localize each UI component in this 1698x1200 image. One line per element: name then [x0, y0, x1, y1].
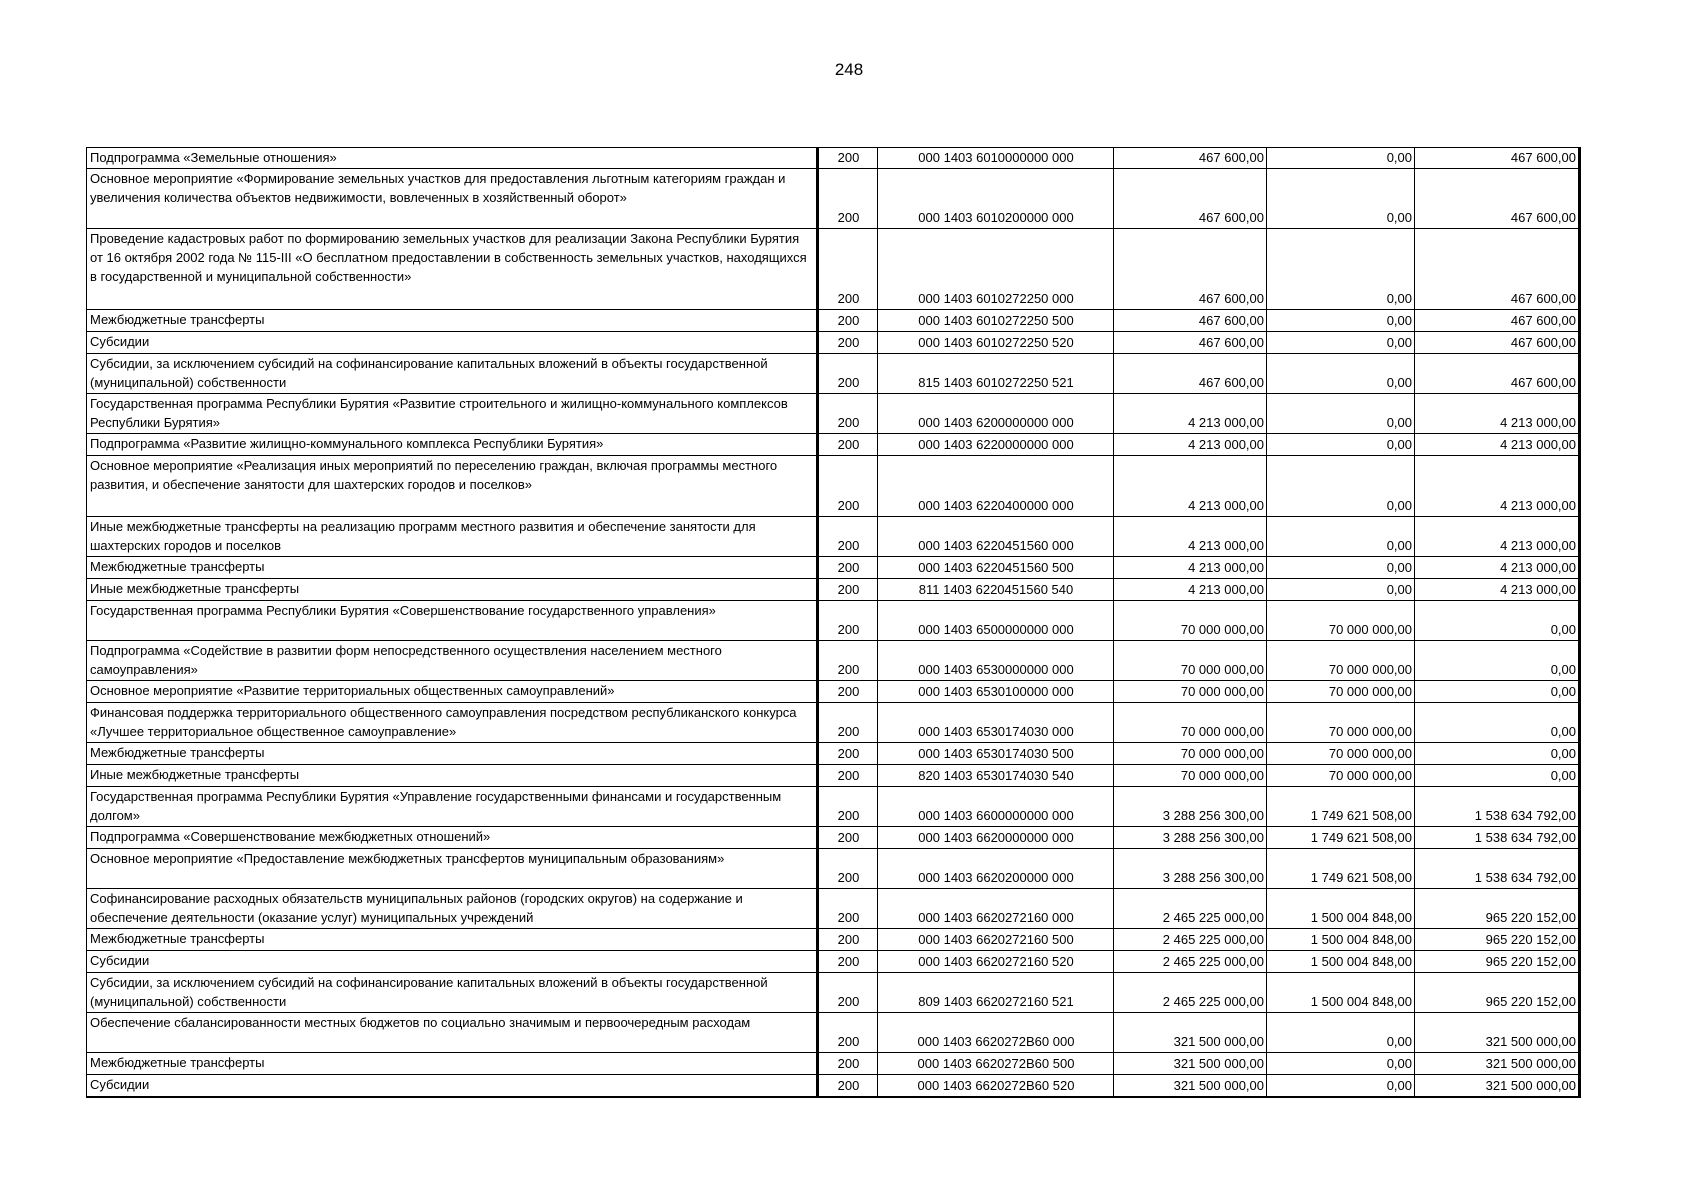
row-description: Субсидии [87, 1075, 818, 1097]
row-description: Основное мероприятие «Реализация иных мероприятий по переселению граждан, включая программы местного развития, и обеспечение занятости для шахтерских городов и поселков» [87, 456, 818, 517]
row-description: Иные межбюджетные трансферты на реализацию программ местного развития и обеспечение занятости для шахтерских городов и поселков [87, 517, 818, 557]
row-amount-3: 467 600,00 [1415, 354, 1580, 394]
row-amount-total: 467 600,00 [1114, 229, 1267, 310]
row-amount-2: 0,00 [1267, 434, 1415, 456]
row-description: Основное мероприятие «Предоставление межбюджетных трансфертов муниципальным образованиям» [87, 849, 818, 889]
row-description: Подпрограмма «Земельные отношения» [87, 148, 818, 169]
row-amount-3: 4 213 000,00 [1415, 434, 1580, 456]
row-description: Межбюджетные трансферты [87, 743, 818, 765]
row-line-code: 200 [818, 681, 878, 703]
row-description: Межбюджетные трансферты [87, 929, 818, 951]
row-description: Подпрограмма «Совершенствование межбюджетных отношений» [87, 827, 818, 849]
row-amount-2: 0,00 [1267, 229, 1415, 310]
row-classification-code: 000 1403 6620272160 000 [878, 889, 1114, 929]
row-classification-code: 000 1403 6530100000 000 [878, 681, 1114, 703]
row-amount-total: 467 600,00 [1114, 354, 1267, 394]
row-amount-2: 0,00 [1267, 1013, 1415, 1053]
row-amount-3: 467 600,00 [1415, 310, 1580, 332]
table-row [87, 148, 1580, 169]
row-amount-2: 0,00 [1267, 557, 1415, 579]
row-amount-3: 467 600,00 [1415, 332, 1580, 354]
row-description: Софинансирование расходных обязательств муниципальных районов (городских округов) на содержание и обеспечение деятельности (оказание услуг) муниципальных учреждений [87, 889, 818, 929]
row-classification-code: 000 1403 6620272160 500 [878, 929, 1114, 951]
table-row [87, 456, 1580, 517]
row-line-code: 200 [818, 849, 878, 889]
row-line-code: 200 [818, 743, 878, 765]
table-row [87, 1053, 1580, 1075]
row-amount-3: 965 220 152,00 [1415, 973, 1580, 1013]
row-amount-2: 70 000 000,00 [1267, 743, 1415, 765]
row-line-code: 200 [818, 765, 878, 787]
row-amount-total: 70 000 000,00 [1114, 681, 1267, 703]
row-amount-3: 965 220 152,00 [1415, 929, 1580, 951]
row-amount-2: 70 000 000,00 [1267, 681, 1415, 703]
row-description: Межбюджетные трансферты [87, 310, 818, 332]
row-line-code: 200 [818, 354, 878, 394]
row-amount-total: 467 600,00 [1114, 169, 1267, 229]
row-line-code: 200 [818, 332, 878, 354]
row-line-code: 200 [818, 889, 878, 929]
row-description: Государственная программа Республики Бурятия «Совершенствование государственного управления» [87, 601, 818, 641]
row-amount-3: 467 600,00 [1415, 148, 1580, 169]
row-line-code: 200 [818, 601, 878, 641]
row-classification-code: 000 1403 6620000000 000 [878, 827, 1114, 849]
row-line-code: 200 [818, 456, 878, 517]
row-line-code: 200 [818, 973, 878, 1013]
row-classification-code: 815 1403 6010272250 521 [878, 354, 1114, 394]
row-amount-total: 4 213 000,00 [1114, 557, 1267, 579]
row-line-code: 200 [818, 394, 878, 434]
table-row [87, 579, 1580, 601]
row-amount-2: 1 500 004 848,00 [1267, 973, 1415, 1013]
row-line-code: 200 [818, 434, 878, 456]
table-row [87, 601, 1580, 641]
page-number: 248 [834, 60, 864, 79]
row-classification-code: 000 1403 6620272160 520 [878, 951, 1114, 973]
row-line-code: 200 [818, 517, 878, 557]
row-classification-code: 000 1403 6220000000 000 [878, 434, 1114, 456]
table-row [87, 703, 1580, 743]
row-description: Проведение кадастровых работ по формированию земельных участков для реализации Закона Республики Бурятия от 16 октября 2002 года № 115-III «О бесплатном предоставлении в собственность земельных участков, находящихся в государственной и муниципальной собственности» [87, 229, 818, 310]
row-amount-total: 3 288 256 300,00 [1114, 849, 1267, 889]
row-line-code: 200 [818, 579, 878, 601]
row-amount-3: 467 600,00 [1415, 169, 1580, 229]
row-amount-total: 70 000 000,00 [1114, 743, 1267, 765]
row-line-code: 200 [818, 310, 878, 332]
row-line-code: 200 [818, 1013, 878, 1053]
row-amount-3: 4 213 000,00 [1415, 394, 1580, 434]
table-row [87, 169, 1580, 229]
row-description: Иные межбюджетные трансферты [87, 765, 818, 787]
row-description: Подпрограмма «Развитие жилищно-коммунального комплекса Республики Бурятия» [87, 434, 818, 456]
row-amount-total: 4 213 000,00 [1114, 434, 1267, 456]
row-description: Государственная программа Республики Бурятия «Управление государственными финансами и государственным долгом» [87, 787, 818, 827]
row-amount-3: 4 213 000,00 [1415, 456, 1580, 517]
row-amount-3: 0,00 [1415, 681, 1580, 703]
row-classification-code: 000 1403 6010272250 000 [878, 229, 1114, 310]
table-row [87, 743, 1580, 765]
row-amount-total: 70 000 000,00 [1114, 601, 1267, 641]
table-row [87, 310, 1580, 332]
row-amount-3: 4 213 000,00 [1415, 517, 1580, 557]
row-amount-3: 0,00 [1415, 703, 1580, 743]
row-amount-total: 4 213 000,00 [1114, 579, 1267, 601]
row-line-code: 200 [818, 641, 878, 681]
row-amount-3: 467 600,00 [1415, 229, 1580, 310]
row-amount-total: 2 465 225 000,00 [1114, 951, 1267, 973]
row-classification-code: 000 1403 6220451560 000 [878, 517, 1114, 557]
row-amount-total: 70 000 000,00 [1114, 765, 1267, 787]
row-classification-code: 000 1403 6010272250 500 [878, 310, 1114, 332]
row-description: Подпрограмма «Содействие в развитии форм непосредственного осуществления населением местного самоуправления» [87, 641, 818, 681]
row-classification-code: 000 1403 6620272В60 520 [878, 1075, 1114, 1097]
row-classification-code: 000 1403 6220451560 500 [878, 557, 1114, 579]
row-amount-2: 0,00 [1267, 579, 1415, 601]
budget-table [86, 147, 1581, 1098]
row-classification-code: 000 1403 6220400000 000 [878, 456, 1114, 517]
row-classification-code: 000 1403 6010272250 520 [878, 332, 1114, 354]
table-row [87, 787, 1580, 827]
table-row [87, 827, 1580, 849]
row-line-code: 200 [818, 929, 878, 951]
table-row [87, 951, 1580, 973]
table-row [87, 889, 1580, 929]
row-amount-3: 965 220 152,00 [1415, 889, 1580, 929]
row-classification-code: 000 1403 6620272В60 500 [878, 1053, 1114, 1075]
row-amount-total: 4 213 000,00 [1114, 517, 1267, 557]
row-description: Субсидии [87, 951, 818, 973]
row-line-code: 200 [818, 827, 878, 849]
row-classification-code: 000 1403 6620272В60 000 [878, 1013, 1114, 1053]
table-row [87, 849, 1580, 889]
row-amount-2: 1 500 004 848,00 [1267, 929, 1415, 951]
row-amount-2: 0,00 [1267, 1053, 1415, 1075]
row-line-code: 200 [818, 169, 878, 229]
row-description: Иные межбюджетные трансферты [87, 579, 818, 601]
row-amount-2: 1 749 621 508,00 [1267, 849, 1415, 889]
table-row [87, 229, 1580, 310]
row-line-code: 200 [818, 1053, 878, 1075]
row-amount-2: 0,00 [1267, 148, 1415, 169]
row-amount-2: 0,00 [1267, 394, 1415, 434]
row-line-code: 200 [818, 951, 878, 973]
row-amount-total: 70 000 000,00 [1114, 703, 1267, 743]
row-amount-3: 0,00 [1415, 641, 1580, 681]
row-line-code: 200 [818, 557, 878, 579]
row-amount-total: 2 465 225 000,00 [1114, 973, 1267, 1013]
row-amount-total: 3 288 256 300,00 [1114, 827, 1267, 849]
table-row [87, 434, 1580, 456]
row-classification-code: 000 1403 6200000000 000 [878, 394, 1114, 434]
row-description: Субсидии [87, 332, 818, 354]
row-amount-total: 4 213 000,00 [1114, 394, 1267, 434]
row-amount-total: 467 600,00 [1114, 148, 1267, 169]
row-amount-total: 467 600,00 [1114, 310, 1267, 332]
row-description: Межбюджетные трансферты [87, 557, 818, 579]
table-row [87, 557, 1580, 579]
row-amount-3: 321 500 000,00 [1415, 1053, 1580, 1075]
row-amount-2: 0,00 [1267, 1075, 1415, 1097]
row-classification-code: 000 1403 6010000000 000 [878, 148, 1114, 169]
row-classification-code: 000 1403 6530174030 500 [878, 743, 1114, 765]
row-amount-total: 321 500 000,00 [1114, 1053, 1267, 1075]
row-description: Субсидии, за исключением субсидий на софинансирование капитальных вложений в объекты государственной (муниципальной) собственности [87, 973, 818, 1013]
table-row [87, 394, 1580, 434]
row-line-code: 200 [818, 229, 878, 310]
row-amount-3: 1 538 634 792,00 [1415, 787, 1580, 827]
budget-table-body [87, 148, 1580, 1097]
row-amount-3: 1 538 634 792,00 [1415, 827, 1580, 849]
row-description: Межбюджетные трансферты [87, 1053, 818, 1075]
row-classification-code: 820 1403 6530174030 540 [878, 765, 1114, 787]
row-amount-2: 70 000 000,00 [1267, 641, 1415, 681]
row-amount-2: 1 500 004 848,00 [1267, 951, 1415, 973]
row-amount-2: 0,00 [1267, 517, 1415, 557]
row-amount-total: 2 465 225 000,00 [1114, 889, 1267, 929]
row-amount-2: 70 000 000,00 [1267, 765, 1415, 787]
row-amount-3: 965 220 152,00 [1415, 951, 1580, 973]
table-row [87, 641, 1580, 681]
row-amount-total: 70 000 000,00 [1114, 641, 1267, 681]
row-amount-3: 321 500 000,00 [1415, 1075, 1580, 1097]
table-row [87, 354, 1580, 394]
row-amount-2: 70 000 000,00 [1267, 703, 1415, 743]
table-row [87, 1075, 1580, 1097]
row-amount-total: 2 465 225 000,00 [1114, 929, 1267, 951]
row-classification-code: 811 1403 6220451560 540 [878, 579, 1114, 601]
row-amount-2: 1 500 004 848,00 [1267, 889, 1415, 929]
row-amount-3: 4 213 000,00 [1415, 579, 1580, 601]
table-row [87, 332, 1580, 354]
row-amount-total: 321 500 000,00 [1114, 1013, 1267, 1053]
row-amount-2: 1 749 621 508,00 [1267, 827, 1415, 849]
row-amount-2: 1 749 621 508,00 [1267, 787, 1415, 827]
row-line-code: 200 [818, 148, 878, 169]
row-classification-code: 000 1403 6500000000 000 [878, 601, 1114, 641]
row-amount-total: 3 288 256 300,00 [1114, 787, 1267, 827]
row-description: Обеспечение сбалансированности местных бюджетов по социально значимым и первоочередным расходам [87, 1013, 818, 1053]
row-amount-3: 1 538 634 792,00 [1415, 849, 1580, 889]
row-amount-2: 0,00 [1267, 310, 1415, 332]
row-amount-total: 467 600,00 [1114, 332, 1267, 354]
row-amount-2: 70 000 000,00 [1267, 601, 1415, 641]
row-amount-total: 4 213 000,00 [1114, 456, 1267, 517]
row-description: Основное мероприятие «Формирование земельных участков для предоставления льготным категориям граждан и увеличения количества объектов недвижимости, вовлеченных в хозяйственный оборот» [87, 169, 818, 229]
row-amount-total: 321 500 000,00 [1114, 1075, 1267, 1097]
row-classification-code: 000 1403 6620200000 000 [878, 849, 1114, 889]
table-row [87, 973, 1580, 1013]
row-description: Субсидии, за исключением субсидий на софинансирование капитальных вложений в объекты государственной (муниципальной) собственности [87, 354, 818, 394]
row-amount-3: 0,00 [1415, 743, 1580, 765]
row-amount-2: 0,00 [1267, 456, 1415, 517]
row-line-code: 200 [818, 1075, 878, 1097]
row-classification-code: 000 1403 6530000000 000 [878, 641, 1114, 681]
table-row [87, 517, 1580, 557]
table-row [87, 929, 1580, 951]
table-row [87, 1013, 1580, 1053]
row-amount-3: 4 213 000,00 [1415, 557, 1580, 579]
row-amount-2: 0,00 [1267, 354, 1415, 394]
row-line-code: 200 [818, 703, 878, 743]
table-row [87, 681, 1580, 703]
table-row [87, 765, 1580, 787]
row-amount-3: 321 500 000,00 [1415, 1013, 1580, 1053]
row-classification-code: 809 1403 6620272160 521 [878, 973, 1114, 1013]
row-description: Основное мероприятие «Развитие территориальных общественных самоуправлений» [87, 681, 818, 703]
row-description: Финансовая поддержка территориального общественного самоуправления посредством республиканского конкурса «Лучшее территориальное общественное самоуправление» [87, 703, 818, 743]
row-classification-code: 000 1403 6600000000 000 [878, 787, 1114, 827]
row-amount-3: 0,00 [1415, 601, 1580, 641]
row-amount-2: 0,00 [1267, 169, 1415, 229]
row-classification-code: 000 1403 6010200000 000 [878, 169, 1114, 229]
row-classification-code: 000 1403 6530174030 000 [878, 703, 1114, 743]
row-description: Государственная программа Республики Бурятия «Развитие строительного и жилищно-коммунального комплексов Республики Бурятия» [87, 394, 818, 434]
row-amount-2: 0,00 [1267, 332, 1415, 354]
row-line-code: 200 [818, 787, 878, 827]
row-amount-3: 0,00 [1415, 765, 1580, 787]
